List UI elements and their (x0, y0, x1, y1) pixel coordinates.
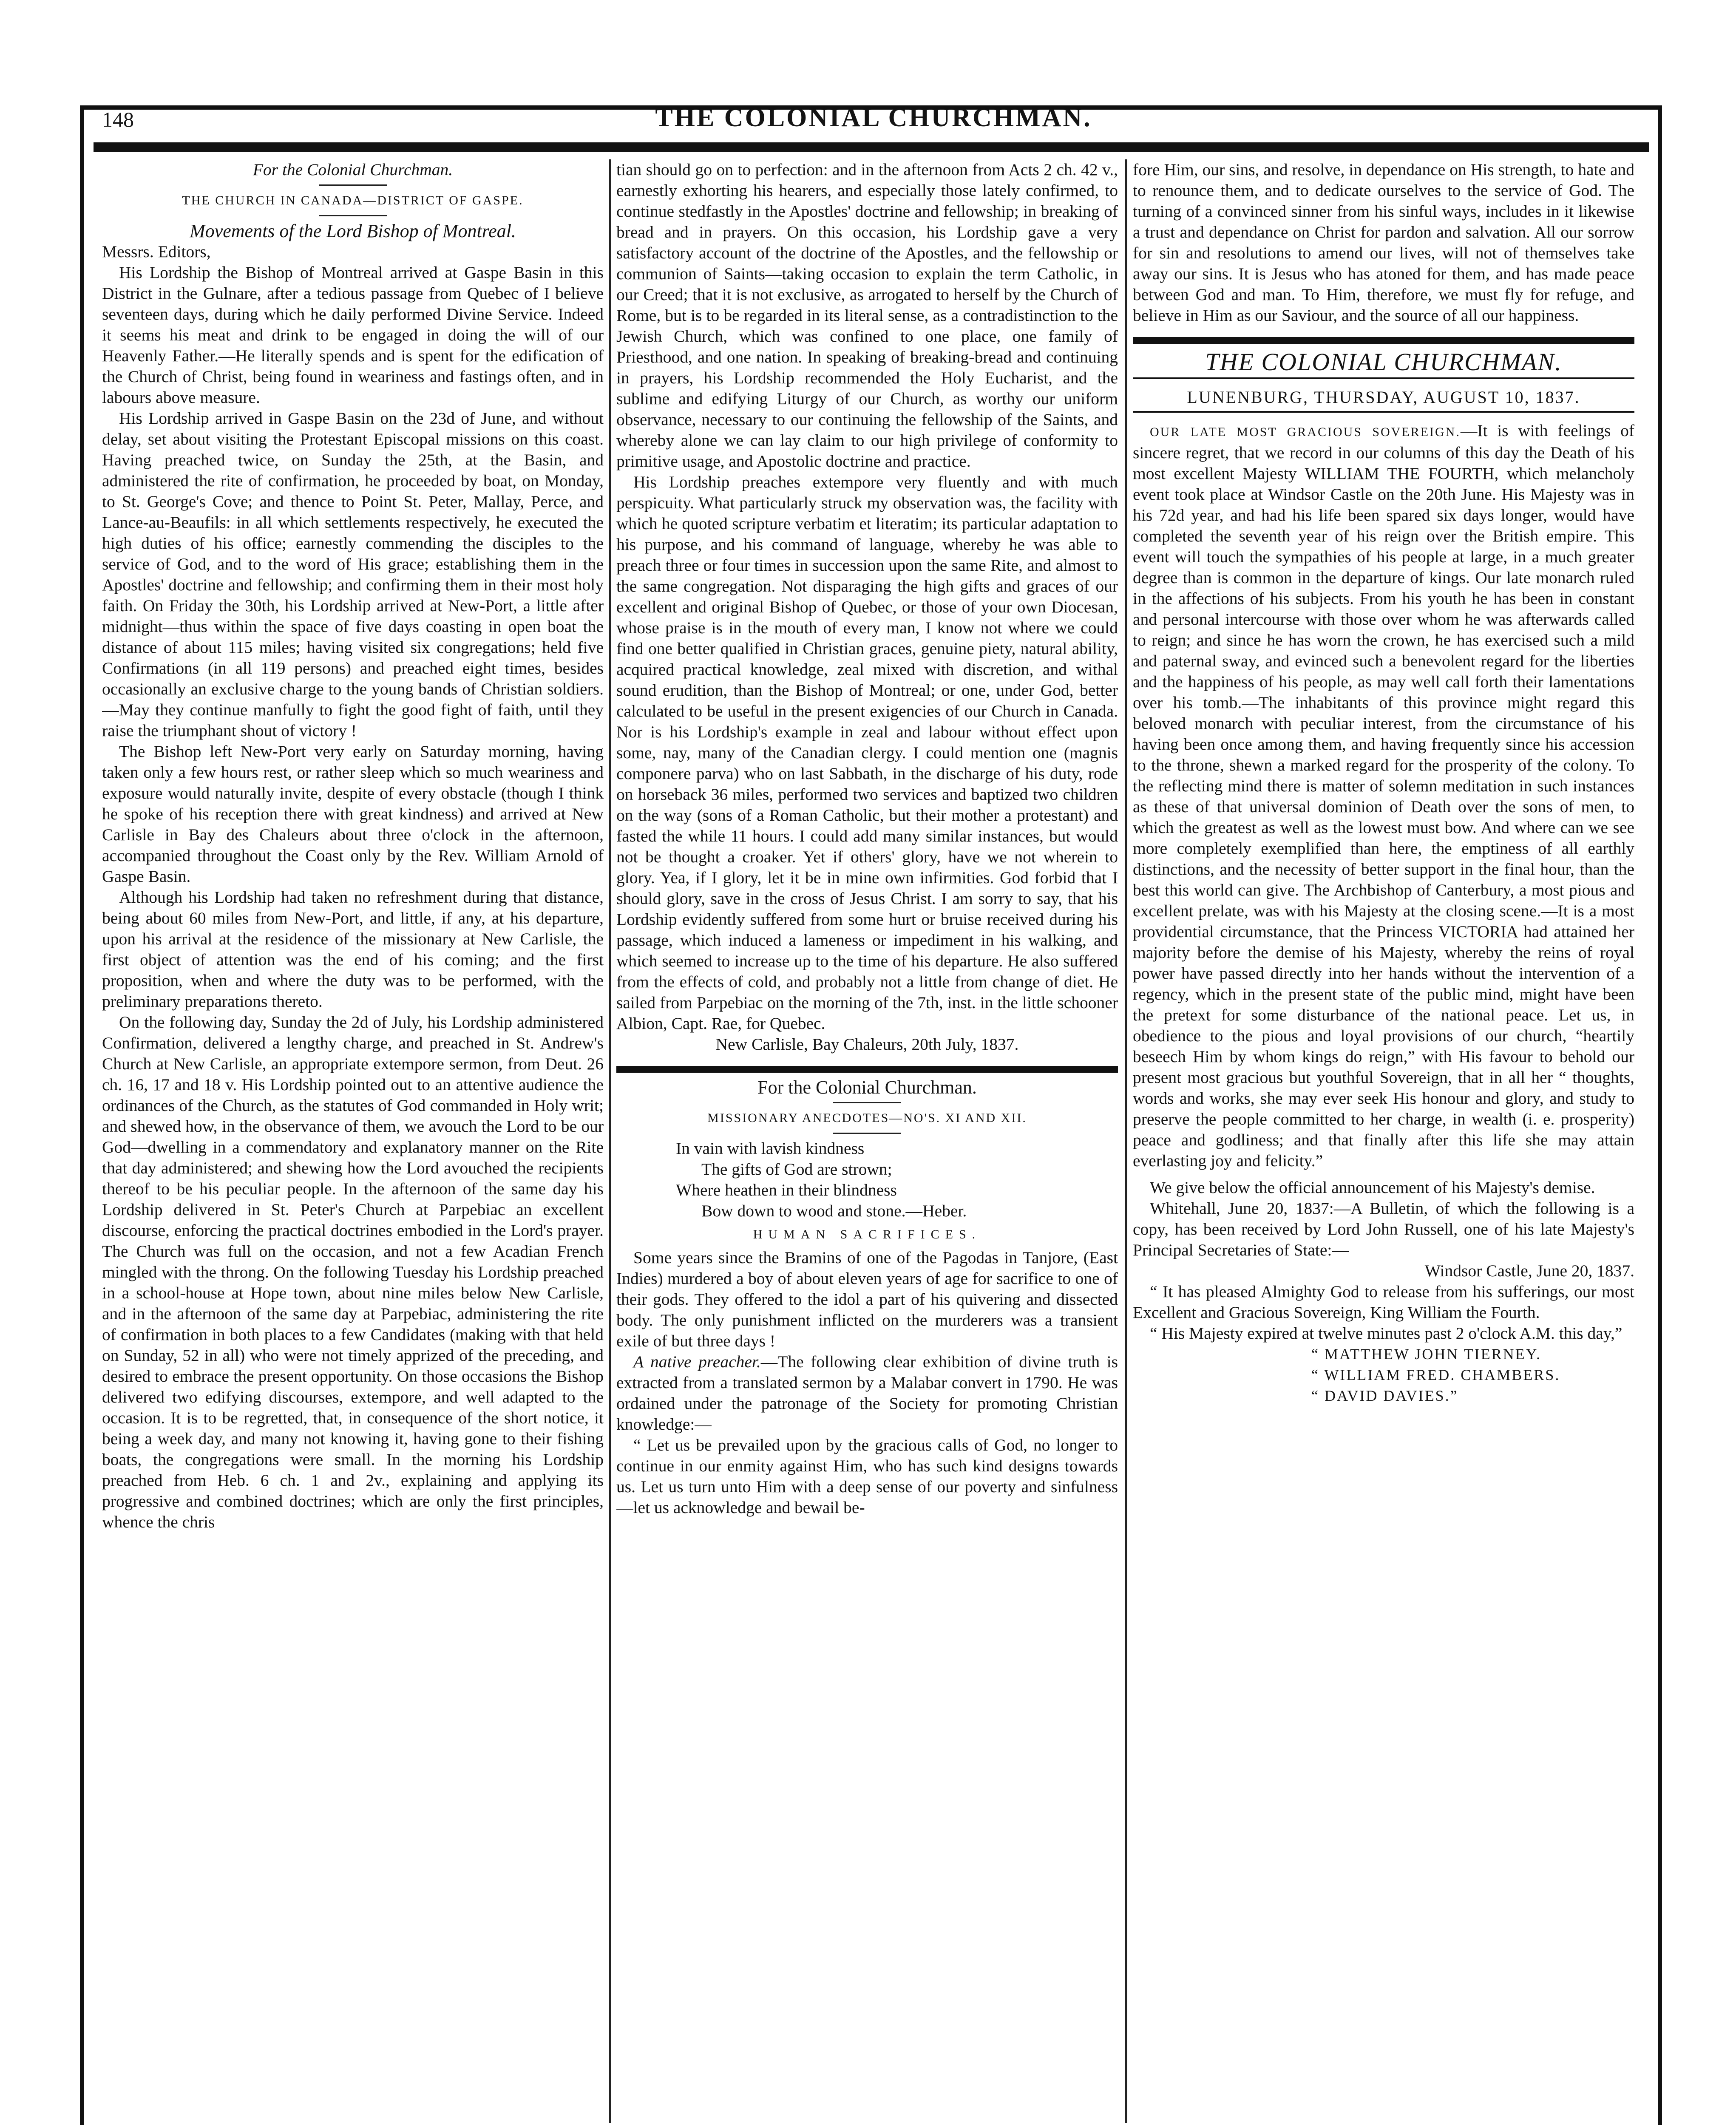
castle-line: Windsor Castle, June 20, 1837. (1424, 1261, 1634, 1280)
dateline: LUNENBURG, THURSDAY, AUGUST 10, 1837. (1187, 388, 1580, 407)
for-line: For the Colonial Churchman. (757, 1077, 977, 1098)
paragraph (616, 1352, 1118, 1435)
divider (319, 184, 387, 186)
for-line: For the Colonial Churchman. (252, 160, 453, 179)
subheading: HUMAN SACRIFICES. (753, 1227, 981, 1241)
running-title: THE COLONIAL CHURCHMAN. (655, 103, 1092, 132)
paragraph: His Lordship preaches extempore very fluently and with much perspicuity. What particularly struck my observation was, the facility with which he quoted scripture verbatim et literatim; its particular adaptation to his purpose, and his command of language, whereby he was able to preach three or four times in succession upon the same Rite, and almost to the same congregation. Not disparaging the high gifts and graces of our excellent and original Bishop of Quebec, or those of your own Diocesan, whose praise is in the mouth of every man, I know not where we could find one better qualified in Christian graces, genuine piety, natural ability, acquired practical knowledge, zeal mixed with discretion, and withal sound erudition, than the Bishop of Montreal; or one, under God, better calculated to be useful in the present exigencies of our Church in Canada. Nor is his Lordship's example in zeal and labour without effect upon some, nay, many of the Canadian clergy. I could mention one (magnis componere parva) who on last Sabbath, in the discharge of his duty, rode on horseback 36 miles, performed two services and baptized two children on the way (sons of a Roman Catholic, but their mother a protestant) and fasted the while 11 hours. I could add many similar instances, but would not be thought a croaker. Yet if others' glory, have we not wherein to glory. Yea, if I glory, let it be in mine own infirmities. God forbid that I should glory, save in the cross of Jesus Christ. I am sorry to say, that his Lordship evidently suffered from some hurt or bruise received during his passage, which induced a lameness or impediment in his walking, and which seemed to increase up to the time of his departure. He also suffered from the effects of cold, and probably not a little from change of diet. He sailed from Parpebiac on the morning of the 7th, inst. in the little schooner Albion, Capt. Rae, for Quebec. (616, 473, 1118, 1033)
paragraph: “ His Majesty expired at twelve minutes past 2 o'clock A.M. this day,” (1150, 1324, 1623, 1343)
salutation: Messrs. Editors, (102, 242, 211, 261)
paragraph: fore Him, our sins, and resolve, in dependance on His strength, to hate and to renounce them, and to dedicate ourselves to the service of God. The turning of a convinced sinner from his sinful ways, includes in it likewise a trust and dependance on Christ for pardon and salvation. All our sorrow for sin and resolutions to amend our lives, will not of themselves take away our sins. It is Jesus who has atoned for them, and has made peace between God and man. To Him, therefore, we must fly for refuge, and believe in Him as our Saviour, and the source of all our happiness. (1133, 160, 1634, 325)
anecdotes-title: MISSIONARY ANECDOTES—NO'S. XI AND XII. (707, 1111, 1027, 1125)
running-header (102, 103, 1645, 141)
signatory: “ MATTHEW JOHN TIERNEY. (1311, 1346, 1541, 1363)
dateline-rule (1133, 411, 1634, 413)
verse-line: Where heathen in their blindness (676, 1181, 897, 1199)
signoff: New Carlisle, Bay Chaleurs, 20th July, 1837. (715, 1035, 1019, 1054)
paragraph: tian should go on to perfection: and in the afternoon from Acts 2 ch. 42 v., earnestly exhorting his hearers, and especially those lately confirmed, to continue stedfastly in the Apostles' doctrine and fellowship; in breaking of bread and in prayers. On this occasion, his Lordship gave a very satisfactory account of the doctrine of the Apostles, and the fellowship or communion of Saints—taking occasion to explain the term Catholic, in our Creed; that it is not exclusive, as arrogated to herself by the Church of Rome, but is to be regarded in its literal sense, as a contradistinction to the Jewish Church, which was confined to one place, one family of Priesthood, and one nation. In speaking of breaking-bread and continuing in prayers, his Lordship recommended the Holy Eucharist, and the sublime and edifying Liturgy of our Church, as worthy our uniform observance, necessary to our continuing the fellowship of the Saints, and whereby alone we can lay claim to our high privilege of conformity to primitive usage, and Apostolic doctrine and practice. (616, 160, 1118, 470)
verse-line: Bow down to wood and stone.—Heber. (701, 1201, 967, 1220)
column-2 (616, 159, 1118, 2125)
paragraph-text: —It is with feelings of sincere regret, that we record in our columns of this day the Death of his most excellent Majesty WILLIAM THE FOURTH, which melancholy event took place at Windsor Castle on the 20th June. His Majesty was in his 72d year, and had his life been spared six days longer, would have completed the seventh year of his reign over the British empire. This event will touch the sympathies of his people at large, in a much greater degree than is common in the departure of kings. Our late monarch ruled in the affections of his subjects. From his youth he has been in constant and personal intercourse with those over whom he was afterwards called to reign; and since he has worn the crown, he has exercised such a mild and paternal sway, and evinced such a benevolent regard for the liberties and the happiness of his people, as may well call forth their lamentations over his tomb.—The inhabitants of this province might regard this beloved monarch with peculiar interest, from the circumstance of his having been once among them, and having frequently since his accession to the throne, shewn a marked regard for the prosperity of the colony. To the reflecting mind there is matter of solemn meditation in such instances as these of that universal dominion of Death over the sons of men, to which the greatest as well as the lowest must bow. And where can we see more completely exemplified than here, the emptiness of all earthly distinctions, and the necessity of better support in the final hour, than the best this world can give. The Archbishop of Canterbury, a most pious and excellent prelate, was with his Majesty at the closing scene.—It is a most providential circumstance, that the Princess VICTORIA had attained her majority before the demise of his Majesty, whereby the reins of royal power have passed directly into her hands without the intervention of a regency, which in the present state of the public mind, might have been the pretext for some disturbance of the national peace. Let us, in obedience to the pious and loyal provisions of our church, “heartily beseech Him by whom kings do reign,” with His favour to behold our present most gracious but youthful Sovereign, that in all her “ thoughts, words and works, she may ever seek His honour and glory, and study to preserve the people committed to her charge, in wealth (i. e. prosperity) peace and godliness; and that finally after this life she may attain everlasting joy and felicity.” (1133, 421, 1634, 1170)
paragraph-text: —The following clear exhibition of divine truth is extracted from a translated sermon by a Malabar convert in 1790. He was ordained under the patronage of the Society for promoting Christian knowledge:— (616, 1352, 1118, 1434)
paragraph: Whitehall, June 20, 1837:—A Bulletin, of which the following is a copy, has been received by Lord John Russell, one of his late Majesty's Principal Secretaries of State:— (1133, 1199, 1634, 1259)
section-rule (1133, 337, 1634, 344)
divider (319, 215, 387, 216)
column-3 (1133, 159, 1634, 2125)
paragraph: The Bishop left New-Port very early on Saturday morning, having taken only a few hours rest, or rather sleep which so much weariness and exposure would naturally invite, despite of every obstacle (though I think he spoke of his reception there with great kindness) and arrived at New Carlisle in Bay des Chaleurs about three o'clock in the afternoon, accompanied throughout the Coast only by the Rev. William Arnold of Gaspe Basin. (102, 742, 604, 886)
divider (833, 1102, 901, 1103)
paragraph: His Lordship arrived in Gaspe Basin on the 23d of June, and without delay, set about visiting the Protestant Episcopal missions on this coast. Having preached twice, on Sunday the 25th, at the Basin, and administered the rite of confirmation, he proceeded by boat, on Monday, to St. George's Cove; and thence to Point St. Peter, Mallay, Perce, and Lance-au-Beaufils: in all which settlements respectively, he executed the high duties of his office; earnestly commending the disciples to the service of God, and to the word of His grace; establishing them in the Apostles' doctrine and fellowship; and confirming them in their most holy faith. On Friday the 30th, his Lordship arrived at New-Port, a little after midnight—thus within the space of five days coasting in open boat the distance of about 115 miles; having visited six congregations; held five Confirmations (in all 119 persons) and preached eight times, besides occasionally an exclusive charge to the young bands of Christian soldiers.—May they continue manfully to fight the good fight of faith, until they raise the triumphant shout of victory ! (102, 409, 604, 740)
verse-line: The gifts of God are strown; (701, 1160, 892, 1179)
paragraph: Although his Lordship had taken no refreshment during that distance, being about 60 miles from New-Port, and little, if any, at his departure, upon his arrival at the residence of the missionary at New Carlisle, the first object of attention was the end of his coming; and the first proposition, when and where the duty was to be performed, with the preliminary preparations thereto. (102, 888, 604, 1011)
masthead: THE COLONIAL CHURCHMAN. (1205, 348, 1562, 376)
column-divider (609, 159, 611, 2123)
paragraph: “ Let us be prevailed upon by the gracious calls of God, no longer to continue in our enmity against Him, who has such kind designs towards us. Let us turn unto Him with a deep sense of our poverty and sinfulness—let us acknowledge and bewail be- (616, 1436, 1118, 1517)
paragraph: On the following day, Sunday the 2d of July, his Lordship administered Confirmation, delivered a lengthy charge, and preached in St. Andrew's Church at New Carlisle, an appropriate extempore sermon, from Deut. 26 ch. 16, 17 and 18 v. His Lordship pointed out to an attentive audience the ordinances of the Church, as the statutes of God commanded in Holy writ; and shewed how, in the observance of them, we avouch the Lord to be our God—dwelling in a commendatory and explanatory manner on the Rite that day administered; and shewing how the Lord avouched the recipients thereof to be his peculiar people. In the afternoon of the same day his Lordship delivered in St. Peter's Church at Parpebiac an excellent discourse, enforcing the practical doctrines embodied in the Lord's prayer. The Church was full on the occasion, and not a few Acadian French mingled with the throng. On the following Tuesday his Lordship preached in a school-house at Hope town, about nine miles below New Carlisle, and in the afternoon of the same day at Parpebiac, administering the rite of confirmation in both places to a few Candidates (making with that held on Sunday, 52 in all) who were not timely apprized of the preceding, and desired to embrace the present opportunity. On those occasions the Bishop delivered two edifying discourses, extempore, and well adapted to the occasion. It is to be regretted, that, in consequence of the short notice, it being a week day, and many not knowing it, having gone to their fishing boats, the congregations were small. In the morning his Lordship preached from Heb. 6 ch. 1 and 2v., explaining and applying its progressive and combined doctrines; which are only the first principles, whence the chris (102, 1013, 604, 1531)
paragraph: Some years since the Bramins of one of the Pagodas in Tanjore, (East Indies) murdered a boy of about eleven years of age for sacrifice to one of their gods. They offered to the idol a part of his quivering and dissected body. The only punishment inflicted on the murderers was a transient exile of but three days ! (616, 1248, 1118, 1350)
page-number: 148 (102, 108, 134, 131)
native-preacher-label: A native preacher. (633, 1352, 761, 1371)
signatory: “ WILLIAM FRED. CHAMBERS. (1311, 1366, 1560, 1383)
verse-line: In vain with lavish kindness (676, 1139, 865, 1158)
paragraph: His Lordship the Bishop of Montreal arrived at Gaspe Basin in this District in the Gulnare, after a tedious passage from Quebec of I believe seventeen days, during which he daily performed Divine Service. Indeed it seems his meat and drink to be engaged in doing the will of our Heavenly Father.—He literally spends and is spent for the edification of the Church of Christ, being found in weariness and fastings often, and in labours above measure. (102, 263, 604, 407)
column-1 (102, 159, 604, 2125)
newspaper-page (64, 81, 1662, 2125)
article-subtitle: Movements of the Lord Bishop of Montreal. (190, 221, 516, 241)
paragraph: “ It has pleased Almighty God to release from his sufferings, our most Excellent and Gracious Sovereign, King William the Fourth. (1133, 1282, 1634, 1322)
column-divider (1125, 159, 1127, 2123)
header-rule (94, 142, 1649, 152)
section-title: THE CHURCH IN CANADA—DISTRICT OF GASPE. (182, 193, 524, 207)
divider (833, 1133, 901, 1134)
paragraph: We give below the official announcement of his Majesty's demise. (1150, 1178, 1595, 1197)
section-rule (616, 1066, 1118, 1073)
masthead-rule (1133, 377, 1634, 379)
signatory: “ DAVID DAVIES.” (1311, 1387, 1458, 1404)
paragraph (1133, 420, 1634, 1171)
lead-in: OUR LATE MOST GRACIOUS SOVEREIGN. (1150, 425, 1461, 439)
